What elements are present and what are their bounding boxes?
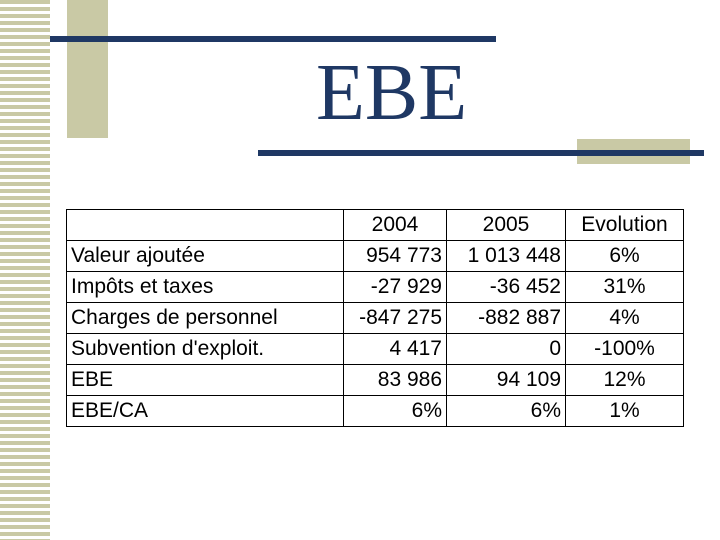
- cell-2004: -27 929: [344, 272, 447, 303]
- table-row: [67, 303, 684, 334]
- cell-2005: 0: [447, 334, 566, 365]
- row-label: EBE: [67, 365, 344, 396]
- header-2004: 2004: [344, 210, 447, 241]
- table-row: [67, 272, 684, 303]
- cell-2004: 954 773: [344, 241, 447, 272]
- slide-title: EBE: [316, 49, 468, 137]
- table-row: [67, 396, 684, 427]
- cell-evolution: 1%: [566, 396, 684, 427]
- cell-evolution: 4%: [566, 303, 684, 334]
- cell-2005: 94 109: [447, 365, 566, 396]
- header-label: [67, 210, 344, 241]
- header-2005: 2005: [447, 210, 566, 241]
- table-row: [67, 334, 684, 365]
- table-row: [67, 365, 684, 396]
- cell-evolution: 12%: [566, 365, 684, 396]
- row-label: Valeur ajoutée: [67, 241, 344, 272]
- cell-2005: 6%: [447, 396, 566, 427]
- row-label: Subvention d'exploit.: [67, 334, 344, 365]
- ebe-table: [66, 209, 684, 427]
- row-label: EBE/CA: [67, 396, 344, 427]
- cell-evolution: -100%: [566, 334, 684, 365]
- title-rule-top: [50, 36, 496, 42]
- cell-2005: 1 013 448: [447, 241, 566, 272]
- row-label: Charges de personnel: [67, 303, 344, 334]
- cell-2004: 83 986: [344, 365, 447, 396]
- table-row: [67, 241, 684, 272]
- cell-2004: 4 417: [344, 334, 447, 365]
- header-evolution: Evolution: [566, 210, 684, 241]
- cell-evolution: 31%: [566, 272, 684, 303]
- cell-2005: -36 452: [447, 272, 566, 303]
- cell-2004: 6%: [344, 396, 447, 427]
- title-rule-bottom: [258, 150, 704, 156]
- cell-2005: -882 887: [447, 303, 566, 334]
- decorative-block-top: [67, 0, 108, 138]
- cell-2004: -847 275: [344, 303, 447, 334]
- cell-evolution: 6%: [566, 241, 684, 272]
- decorative-striped-bar: [0, 0, 50, 540]
- row-label: Impôts et taxes: [67, 272, 344, 303]
- table-header-row: [67, 210, 684, 241]
